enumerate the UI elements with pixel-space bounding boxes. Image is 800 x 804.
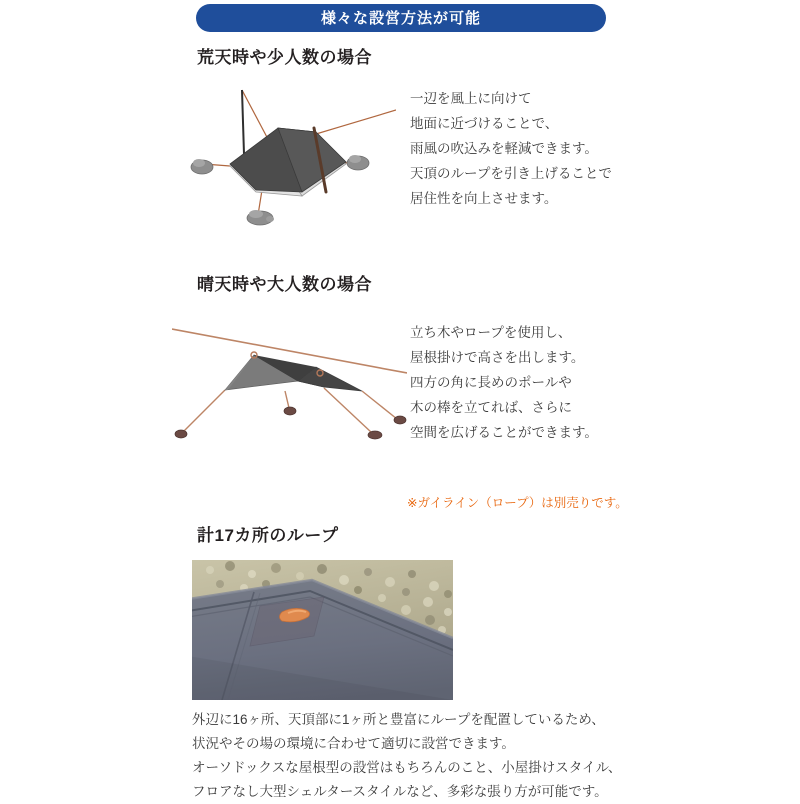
- anchor-weight-front: [247, 210, 274, 225]
- tarp-loop-closeup-photo: [192, 560, 453, 700]
- body-line: 天頂のループを引き上げることで: [410, 166, 612, 181]
- body-line: オーソドックスな屋根型の設営はもちろんのこと、小屋掛けスタイル、: [192, 760, 622, 775]
- heading-bad-weather: 荒天時や少人数の場合: [197, 48, 372, 67]
- heading-loops: 計17カ所のループ: [197, 526, 339, 545]
- section-title-banner: [196, 4, 606, 32]
- ridgeline-tarp-illustration: [172, 315, 407, 445]
- body-line: 屋根掛けで高さを出します。: [410, 350, 585, 365]
- body-line: 空間を広げることができます。: [410, 425, 598, 440]
- body-line: フロアなし大型シェルタースタイルなど、多彩な張り方が可能です。: [192, 784, 608, 799]
- body-line: 一辺を風上に向けて: [410, 91, 532, 106]
- guyline-sold-separately-note: ※ガイライン（ロープ）は別売りです。: [407, 496, 628, 510]
- body-line: 四方の角に長めのポールや: [410, 375, 572, 390]
- low-pitch-tarp-illustration: [186, 72, 396, 237]
- body-line: 雨風の吹込みを軽減できます。: [410, 141, 598, 156]
- body-line: 地面に近づけることで、: [410, 116, 559, 131]
- body-line: 状況やその場の環境に合わせて適切に設営できます。: [192, 736, 515, 751]
- body-line: 居住性を向上させます。: [410, 191, 558, 206]
- heading-fine-weather: 晴天時や大人数の場合: [197, 275, 372, 294]
- body-line: 外辺に16ヶ所、天頂部に1ヶ所と豊富にループを配置しているため、: [192, 712, 605, 727]
- anchor-weight-left: [191, 159, 213, 174]
- body-text-fine-weather: [410, 320, 598, 445]
- anchor-weight-right: [347, 155, 369, 170]
- banner-title-text: 様々な設営方法が可能: [320, 9, 481, 27]
- body-text-loops: [192, 708, 621, 804]
- body-line: 立ち木やロープを使用し、: [410, 325, 572, 340]
- body-line: 木の棒を立てれば、さらに: [410, 400, 572, 415]
- body-text-bad-weather: [410, 86, 612, 211]
